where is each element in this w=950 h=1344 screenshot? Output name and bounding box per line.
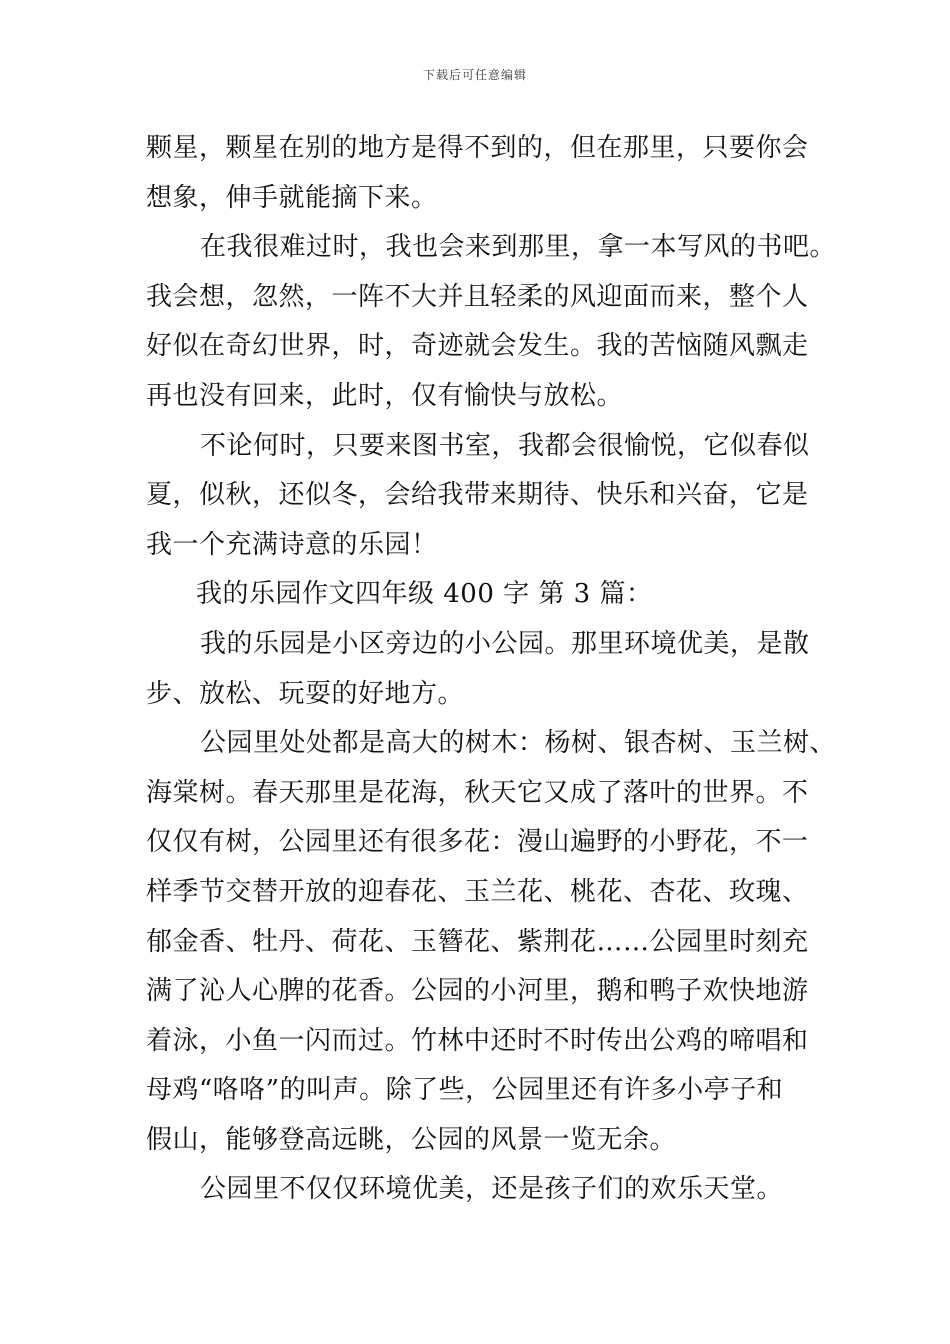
header-note: 下载后可任意编辑 [422, 68, 527, 82]
section-heading: 我的乐园作文四年级 400 字 第 3 篇： [196, 579, 653, 610]
text-line: 样季节交替开放的迎春花、玉兰花、桃花、杏花、玫瑰、 [146, 876, 809, 907]
text-line: 夏，似秋，还似冬，会给我带来期待、快乐和兴奋，它是 [146, 480, 809, 511]
text-line: 在我很难过时，我也会来到那里，拿一本写风的书吧。 [200, 232, 837, 263]
text-line: 好似在奇幻世界，时，奇迹就会发生。我的苦恼随风飘走 [146, 331, 809, 362]
text-line: 公园里不仅仅环境优美，还是孩子们的欢乐天堂。 [200, 1174, 784, 1205]
text-line: 我一个充满诗意的乐园！ [146, 529, 438, 560]
body-text [146, 124, 837, 1215]
text-line: 步、放松、玩耍的好地方。 [146, 678, 465, 709]
text-line: 再也没有回来，此时，仅有愉快与放松。 [146, 380, 624, 411]
text-line: 母鸡“咯咯”的叫声。除了些，公园里还有许多小亭子和 [146, 1075, 784, 1106]
text-line: 满了沁人心脾的花香。公园的小河里，鹅和鸭子欢快地游 [146, 976, 809, 1007]
text-line: 颗星，颗星在别的地方是得不到的，但在那里，只要你会 [146, 133, 809, 163]
text-line: 海棠树。春天那里是花海，秋天它又成了落叶的世界。不 [146, 777, 809, 808]
text-line: 想象，伸手就能摘下来。 [146, 182, 438, 213]
text-line: 仅仅有树，公园里还有很多花：漫山遍野的小野花，不一 [146, 827, 809, 858]
text-line: 我会想，忽然，一阵不大并且轻柔的风迎面而来，整个人 [146, 281, 809, 312]
text-line: 不论何时，只要来图书室，我都会很愉悦，它似春似 [200, 430, 810, 461]
text-line: 公园里处处都是高大的树木：杨树、银杏树、玉兰树、 [200, 728, 837, 759]
text-line: 着泳，小鱼一闪而过。竹林中还时不时传出公鸡的啼唱和 [146, 1025, 809, 1056]
text-line: 假山，能够登高远眺，公园的风景一览无余。 [146, 1124, 677, 1155]
text-line: 郁金香、牡丹、荷花、玉簪花、紫荆花……公园里时刻充 [146, 926, 809, 957]
text-line: 我的乐园是小区旁边的小公园。那里环境优美，是散 [200, 628, 810, 659]
